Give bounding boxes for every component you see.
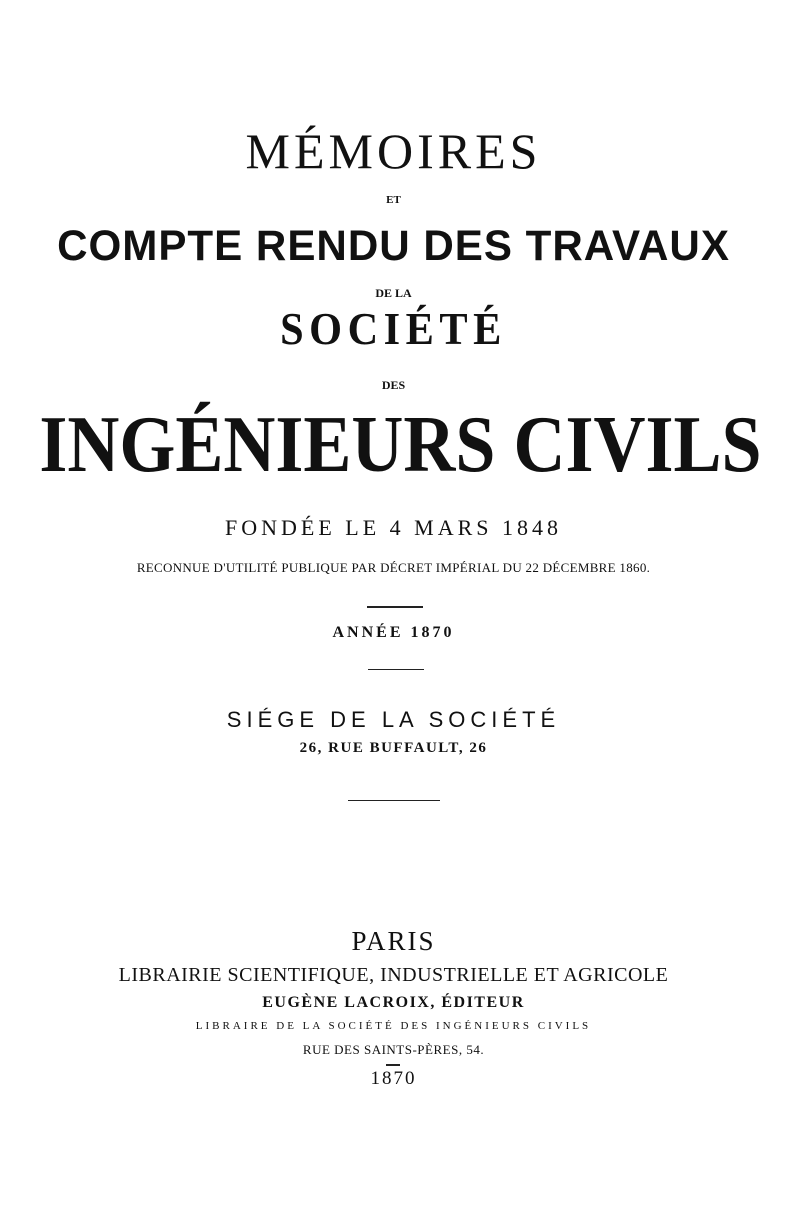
recognition-decree: RECONNUE D'UTILITÉ PUBLIQUE PAR DÉCRET IMPÉRIAL DU 22 DÉCEMBRE 1860.: [136, 560, 651, 575]
divider-rule: [368, 669, 424, 670]
siege-address: 26, RUE BUFFAULT, 26: [299, 740, 488, 756]
imprint-city: PARIS: [351, 926, 436, 956]
de-la-label: DE LA: [375, 286, 412, 300]
imprint-editor: EUGÈNE LACROIX, ÉDITEUR: [262, 994, 525, 1011]
ingenieurs-civils-heading: INGÉNIEURS CIVILS: [39, 401, 762, 489]
des-label: DES: [381, 378, 406, 392]
societe-heading: SOCIÉTÉ: [280, 303, 507, 354]
subtitle-compte-rendu: COMPTE RENDU DES TRAVAUX: [57, 222, 730, 270]
imprint-year: 1870: [370, 1068, 417, 1089]
imprint-libraire-role: LIBRAIRE DE LA SOCIÉTÉ DES INGÉNIEURS CIVILS: [195, 1020, 592, 1032]
main-title: MÉMOIRES: [245, 123, 542, 179]
conjunction-et: ET: [386, 194, 401, 206]
divider-rule: [367, 606, 423, 608]
imprint-librairie: LIBRAIRIE SCIENTIFIQUE, INDUSTRIELLE ET AGRICOLE: [118, 964, 669, 986]
siege-heading: SIÉGE DE LA SOCIÉTÉ: [226, 707, 561, 732]
imprint-address: RUE DES SAINTS-PÈRES, 54.: [302, 1042, 485, 1057]
divider-rule: [348, 800, 440, 801]
divider-rule: [386, 1064, 400, 1066]
year-heading: ANNÉE 1870: [332, 624, 455, 641]
founding-date: FONDÉE LE 4 MARS 1848: [224, 515, 562, 540]
